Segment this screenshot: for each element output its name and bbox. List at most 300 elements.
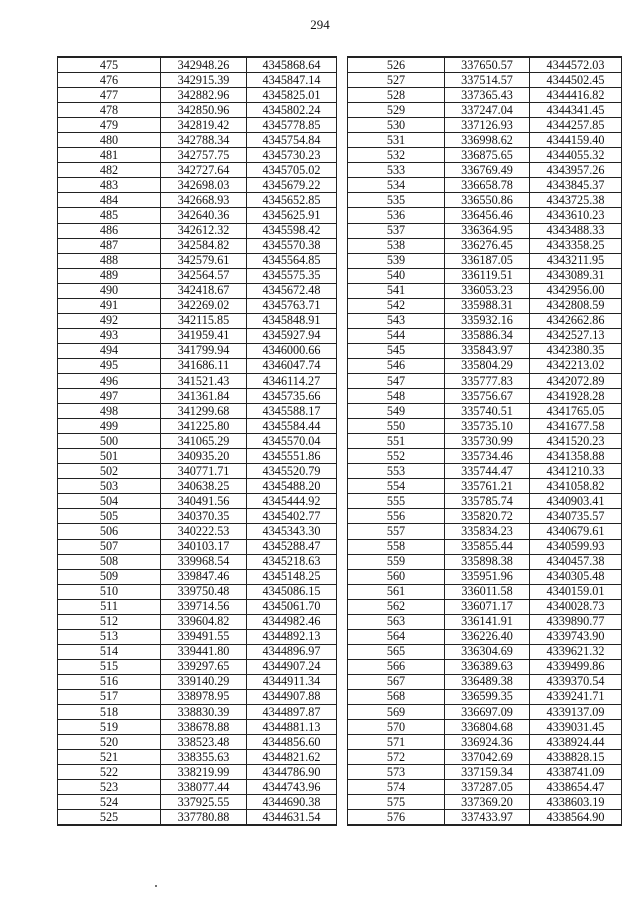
x-coordinate-cell: 342948.26 <box>161 57 247 73</box>
point-number-cell: 502 <box>58 464 161 479</box>
point-number-cell: 484 <box>58 193 161 208</box>
y-coordinate-cell: 4344982.46 <box>247 614 337 629</box>
point-number-cell: 480 <box>58 133 161 148</box>
x-coordinate-cell: 340935.20 <box>161 449 247 464</box>
y-coordinate-cell: 4345625.91 <box>247 208 337 223</box>
point-number-cell: 572 <box>348 750 445 765</box>
table-row <box>58 148 337 163</box>
y-coordinate-cell: 4345086.15 <box>247 584 337 599</box>
table-row <box>348 689 622 704</box>
table-row <box>58 313 337 328</box>
table-row <box>348 644 622 659</box>
x-coordinate-cell: 335951.96 <box>445 569 530 584</box>
x-coordinate-cell: 337369.20 <box>445 795 530 810</box>
table-row <box>348 118 622 133</box>
y-coordinate-cell: 4344907.88 <box>247 689 337 704</box>
point-number-cell: 523 <box>58 780 161 795</box>
y-coordinate-cell: 4344743.96 <box>247 780 337 795</box>
y-coordinate-cell: 4338603.19 <box>530 795 622 810</box>
y-coordinate-cell: 4339241.71 <box>530 689 622 704</box>
table-row <box>348 238 622 253</box>
table-row <box>58 404 337 419</box>
table-row <box>58 238 337 253</box>
table-row <box>348 509 622 524</box>
x-coordinate-cell: 338978.95 <box>161 689 247 704</box>
x-coordinate-cell: 341521.43 <box>161 373 247 388</box>
y-coordinate-cell: 4338654.47 <box>530 780 622 795</box>
x-coordinate-cell: 337514.57 <box>445 73 530 88</box>
point-number-cell: 536 <box>348 208 445 223</box>
point-number-cell: 496 <box>58 373 161 388</box>
table-row <box>58 208 337 223</box>
x-coordinate-cell: 340771.71 <box>161 464 247 479</box>
point-number-cell: 476 <box>58 73 161 88</box>
point-number-cell: 489 <box>58 268 161 283</box>
table-row <box>348 283 622 298</box>
table-row <box>348 73 622 88</box>
point-number-cell: 490 <box>58 283 161 298</box>
table-row <box>58 88 337 103</box>
x-coordinate-cell: 335886.34 <box>445 328 530 343</box>
table-row <box>348 193 622 208</box>
point-number-cell: 499 <box>58 419 161 434</box>
table-row <box>348 208 622 223</box>
table-row <box>348 133 622 148</box>
point-number-cell: 550 <box>348 419 445 434</box>
table-row <box>348 434 622 449</box>
table-row <box>348 765 622 780</box>
y-coordinate-cell: 4345288.47 <box>247 539 337 554</box>
point-number-cell: 560 <box>348 569 445 584</box>
table-row <box>58 178 337 193</box>
x-coordinate-cell: 340370.35 <box>161 509 247 524</box>
x-coordinate-cell: 340222.53 <box>161 524 247 539</box>
x-coordinate-cell: 336119.51 <box>445 268 530 283</box>
x-coordinate-cell: 337247.04 <box>445 103 530 118</box>
table-row <box>348 103 622 118</box>
y-coordinate-cell: 4339370.54 <box>530 674 622 689</box>
y-coordinate-cell: 4340457.38 <box>530 554 622 569</box>
table-row <box>348 494 622 509</box>
table-row <box>348 298 622 313</box>
point-number-cell: 507 <box>58 539 161 554</box>
point-number-cell: 506 <box>58 524 161 539</box>
y-coordinate-cell: 4340305.48 <box>530 569 622 584</box>
point-number-cell: 567 <box>348 674 445 689</box>
y-coordinate-cell: 4343845.37 <box>530 178 622 193</box>
point-number-cell: 524 <box>58 795 161 810</box>
x-coordinate-cell: 336769.49 <box>445 163 530 178</box>
x-coordinate-cell: 339441.80 <box>161 644 247 659</box>
table-row <box>348 223 622 238</box>
point-number-cell: 492 <box>58 313 161 328</box>
x-coordinate-cell: 336389.63 <box>445 659 530 674</box>
y-coordinate-cell: 4345343.30 <box>247 524 337 539</box>
x-coordinate-cell: 342579.61 <box>161 253 247 268</box>
table-row <box>348 358 622 373</box>
point-number-cell: 575 <box>348 795 445 810</box>
x-coordinate-cell: 342418.67 <box>161 283 247 298</box>
table-row <box>348 389 622 404</box>
table-row <box>58 750 337 765</box>
point-number-cell: 561 <box>348 584 445 599</box>
x-coordinate-cell: 337650.57 <box>445 57 530 73</box>
x-coordinate-cell: 342564.57 <box>161 268 247 283</box>
x-coordinate-cell: 335735.10 <box>445 419 530 434</box>
y-coordinate-cell: 4343488.33 <box>530 223 622 238</box>
x-coordinate-cell: 342668.93 <box>161 193 247 208</box>
point-number-cell: 508 <box>58 554 161 569</box>
point-number-cell: 540 <box>348 268 445 283</box>
point-number-cell: 520 <box>58 735 161 750</box>
table-row <box>348 795 622 810</box>
table-row <box>58 795 337 810</box>
point-number-cell: 477 <box>58 88 161 103</box>
table-row <box>348 328 622 343</box>
y-coordinate-cell: 4340735.57 <box>530 509 622 524</box>
y-coordinate-cell: 4344856.60 <box>247 735 337 750</box>
point-number-cell: 503 <box>58 479 161 494</box>
table-row <box>348 479 622 494</box>
table-row <box>58 524 337 539</box>
y-coordinate-cell: 4342808.59 <box>530 298 622 313</box>
table-row <box>348 268 622 283</box>
x-coordinate-cell: 337365.43 <box>445 88 530 103</box>
x-coordinate-cell: 340103.17 <box>161 539 247 554</box>
x-coordinate-cell: 342757.75 <box>161 148 247 163</box>
table-row <box>348 148 622 163</box>
y-coordinate-cell: 4345927.94 <box>247 328 337 343</box>
y-coordinate-cell: 4346047.74 <box>247 358 337 373</box>
point-number-cell: 574 <box>348 780 445 795</box>
x-coordinate-cell: 335843.97 <box>445 343 530 358</box>
page-number: 294 <box>310 17 330 32</box>
point-number-cell: 564 <box>348 629 445 644</box>
y-coordinate-cell: 4345551.86 <box>247 449 337 464</box>
y-coordinate-cell: 4345778.85 <box>247 118 337 133</box>
y-coordinate-cell: 4344416.82 <box>530 88 622 103</box>
x-coordinate-cell: 337042.69 <box>445 750 530 765</box>
point-number-cell: 542 <box>348 298 445 313</box>
x-coordinate-cell: 335761.21 <box>445 479 530 494</box>
table-row <box>58 389 337 404</box>
x-coordinate-cell: 340491.56 <box>161 494 247 509</box>
y-coordinate-cell: 4342072.89 <box>530 373 622 388</box>
y-coordinate-cell: 4343089.31 <box>530 268 622 283</box>
y-coordinate-cell: 4345735.66 <box>247 389 337 404</box>
table-row <box>348 629 622 644</box>
x-coordinate-cell: 339968.54 <box>161 554 247 569</box>
x-coordinate-cell: 335785.74 <box>445 494 530 509</box>
table-row <box>348 599 622 614</box>
x-coordinate-cell: 337925.55 <box>161 795 247 810</box>
table-row <box>58 268 337 283</box>
point-number-cell: 563 <box>348 614 445 629</box>
table-row <box>348 253 622 268</box>
y-coordinate-cell: 4345868.64 <box>247 57 337 73</box>
table-row <box>58 283 337 298</box>
y-coordinate-cell: 4339890.77 <box>530 614 622 629</box>
table-row <box>58 599 337 614</box>
point-number-cell: 553 <box>348 464 445 479</box>
table-row <box>58 253 337 268</box>
x-coordinate-cell: 336304.69 <box>445 644 530 659</box>
y-coordinate-cell: 4345564.85 <box>247 253 337 268</box>
x-coordinate-cell: 341686.11 <box>161 358 247 373</box>
point-number-cell: 481 <box>58 148 161 163</box>
x-coordinate-cell: 335744.47 <box>445 464 530 479</box>
point-number-cell: 518 <box>58 705 161 720</box>
x-coordinate-cell: 340638.25 <box>161 479 247 494</box>
table-row <box>348 705 622 720</box>
y-coordinate-cell: 4341928.28 <box>530 389 622 404</box>
x-coordinate-cell: 335834.23 <box>445 524 530 539</box>
y-coordinate-cell: 4345598.42 <box>247 223 337 238</box>
x-coordinate-cell: 336053.23 <box>445 283 530 298</box>
point-number-cell: 544 <box>348 328 445 343</box>
point-number-cell: 562 <box>348 599 445 614</box>
coordinates-table-left <box>57 56 337 826</box>
table-row <box>58 614 337 629</box>
table-row <box>58 103 337 118</box>
x-coordinate-cell: 338355.63 <box>161 750 247 765</box>
x-coordinate-cell: 338678.88 <box>161 720 247 735</box>
table-row <box>348 539 622 554</box>
y-coordinate-cell: 4342662.86 <box>530 313 622 328</box>
x-coordinate-cell: 336998.62 <box>445 133 530 148</box>
y-coordinate-cell: 4345730.23 <box>247 148 337 163</box>
point-number-cell: 537 <box>348 223 445 238</box>
x-coordinate-cell: 341065.29 <box>161 434 247 449</box>
table-row <box>348 584 622 599</box>
x-coordinate-cell: 335855.44 <box>445 539 530 554</box>
table-row <box>58 629 337 644</box>
x-coordinate-cell: 339714.56 <box>161 599 247 614</box>
x-coordinate-cell: 336804.68 <box>445 720 530 735</box>
y-coordinate-cell: 4345570.04 <box>247 434 337 449</box>
table-row <box>348 373 622 388</box>
x-coordinate-cell: 335777.83 <box>445 373 530 388</box>
point-number-cell: 516 <box>58 674 161 689</box>
y-coordinate-cell: 4344572.03 <box>530 57 622 73</box>
table-row <box>58 464 337 479</box>
y-coordinate-cell: 4344257.85 <box>530 118 622 133</box>
table-row <box>58 118 337 133</box>
x-coordinate-cell: 339140.29 <box>161 674 247 689</box>
point-number-cell: 514 <box>58 644 161 659</box>
point-number-cell: 565 <box>348 644 445 659</box>
table-row <box>348 449 622 464</box>
y-coordinate-cell: 4345148.25 <box>247 569 337 584</box>
point-number-cell: 535 <box>348 193 445 208</box>
point-number-cell: 547 <box>348 373 445 388</box>
x-coordinate-cell: 342819.42 <box>161 118 247 133</box>
table-row <box>348 57 622 73</box>
table-row <box>58 644 337 659</box>
point-number-cell: 526 <box>348 57 445 73</box>
point-number-cell: 497 <box>58 389 161 404</box>
point-number-cell: 541 <box>348 283 445 298</box>
y-coordinate-cell: 4344896.97 <box>247 644 337 659</box>
x-coordinate-cell: 342915.39 <box>161 73 247 88</box>
y-coordinate-cell: 4339621.32 <box>530 644 622 659</box>
x-coordinate-cell: 335988.31 <box>445 298 530 313</box>
y-coordinate-cell: 4345218.63 <box>247 554 337 569</box>
y-coordinate-cell: 4339743.90 <box>530 629 622 644</box>
x-coordinate-cell: 336364.95 <box>445 223 530 238</box>
point-number-cell: 485 <box>58 208 161 223</box>
point-number-cell: 570 <box>348 720 445 735</box>
y-coordinate-cell: 4344159.40 <box>530 133 622 148</box>
point-number-cell: 525 <box>58 810 161 826</box>
x-coordinate-cell: 335932.16 <box>445 313 530 328</box>
y-coordinate-cell: 4345847.14 <box>247 73 337 88</box>
x-coordinate-cell: 336276.45 <box>445 238 530 253</box>
x-coordinate-cell: 335804.29 <box>445 358 530 373</box>
y-coordinate-cell: 4345584.44 <box>247 419 337 434</box>
y-coordinate-cell: 4340903.41 <box>530 494 622 509</box>
table-row <box>348 88 622 103</box>
point-number-cell: 543 <box>348 313 445 328</box>
point-number-cell: 513 <box>58 629 161 644</box>
x-coordinate-cell: 336187.05 <box>445 253 530 268</box>
table-row <box>58 343 337 358</box>
point-number-cell: 487 <box>58 238 161 253</box>
x-coordinate-cell: 339604.82 <box>161 614 247 629</box>
x-coordinate-cell: 335820.72 <box>445 509 530 524</box>
table-row <box>348 554 622 569</box>
y-coordinate-cell: 4345588.17 <box>247 404 337 419</box>
table-row <box>58 659 337 674</box>
table-row <box>58 494 337 509</box>
y-coordinate-cell: 4343725.38 <box>530 193 622 208</box>
point-number-cell: 488 <box>58 253 161 268</box>
point-number-cell: 491 <box>58 298 161 313</box>
point-number-cell: 546 <box>348 358 445 373</box>
point-number-cell: 521 <box>58 750 161 765</box>
point-number-cell: 559 <box>348 554 445 569</box>
table-row <box>58 223 337 238</box>
point-number-cell: 533 <box>348 163 445 178</box>
point-number-cell: 557 <box>348 524 445 539</box>
point-number-cell: 527 <box>348 73 445 88</box>
table-row <box>58 358 337 373</box>
point-number-cell: 556 <box>348 509 445 524</box>
y-coordinate-cell: 4345848.91 <box>247 313 337 328</box>
x-coordinate-cell: 341799.94 <box>161 343 247 358</box>
table-row <box>58 720 337 735</box>
y-coordinate-cell: 4343211.95 <box>530 253 622 268</box>
y-coordinate-cell: 4344690.38 <box>247 795 337 810</box>
x-coordinate-cell: 342640.36 <box>161 208 247 223</box>
coordinates-table-right <box>347 56 622 826</box>
y-coordinate-cell: 4345672.48 <box>247 283 337 298</box>
point-number-cell: 549 <box>348 404 445 419</box>
x-coordinate-cell: 335730.99 <box>445 434 530 449</box>
table-row <box>348 343 622 358</box>
point-number-cell: 566 <box>348 659 445 674</box>
point-number-cell: 522 <box>58 765 161 780</box>
y-coordinate-cell: 4345754.84 <box>247 133 337 148</box>
y-coordinate-cell: 4344055.32 <box>530 148 622 163</box>
x-coordinate-cell: 342850.96 <box>161 103 247 118</box>
table-row <box>348 614 622 629</box>
scan-speck <box>155 885 157 887</box>
y-coordinate-cell: 4338741.09 <box>530 765 622 780</box>
point-number-cell: 512 <box>58 614 161 629</box>
y-coordinate-cell: 4345488.20 <box>247 479 337 494</box>
x-coordinate-cell: 337780.88 <box>161 810 247 826</box>
point-number-cell: 482 <box>58 163 161 178</box>
point-number-cell: 531 <box>348 133 445 148</box>
x-coordinate-cell: 338523.48 <box>161 735 247 750</box>
x-coordinate-cell: 336697.09 <box>445 705 530 720</box>
point-number-cell: 504 <box>58 494 161 509</box>
y-coordinate-cell: 4342213.02 <box>530 358 622 373</box>
x-coordinate-cell: 335898.38 <box>445 554 530 569</box>
y-coordinate-cell: 4345763.71 <box>247 298 337 313</box>
point-number-cell: 493 <box>58 328 161 343</box>
table-row <box>348 163 622 178</box>
x-coordinate-cell: 342269.02 <box>161 298 247 313</box>
point-number-cell: 554 <box>348 479 445 494</box>
x-coordinate-cell: 336456.46 <box>445 208 530 223</box>
y-coordinate-cell: 4338564.90 <box>530 810 622 826</box>
table-row <box>58 674 337 689</box>
y-coordinate-cell: 4339499.86 <box>530 659 622 674</box>
table-row <box>58 57 337 73</box>
y-coordinate-cell: 4341210.33 <box>530 464 622 479</box>
point-number-cell: 475 <box>58 57 161 73</box>
y-coordinate-cell: 4345061.70 <box>247 599 337 614</box>
point-number-cell: 478 <box>58 103 161 118</box>
y-coordinate-cell: 4345825.01 <box>247 88 337 103</box>
y-coordinate-cell: 4340028.73 <box>530 599 622 614</box>
table-row <box>58 584 337 599</box>
x-coordinate-cell: 342788.34 <box>161 133 247 148</box>
y-coordinate-cell: 4344881.13 <box>247 720 337 735</box>
point-number-cell: 569 <box>348 705 445 720</box>
table-row <box>58 298 337 313</box>
table-row <box>348 524 622 539</box>
point-number-cell: 486 <box>58 223 161 238</box>
x-coordinate-cell: 335740.51 <box>445 404 530 419</box>
point-number-cell: 483 <box>58 178 161 193</box>
y-coordinate-cell: 4338924.44 <box>530 735 622 750</box>
x-coordinate-cell: 338077.44 <box>161 780 247 795</box>
point-number-cell: 501 <box>58 449 161 464</box>
x-coordinate-cell: 342882.96 <box>161 88 247 103</box>
x-coordinate-cell: 335756.67 <box>445 389 530 404</box>
table-row <box>348 659 622 674</box>
y-coordinate-cell: 4345652.85 <box>247 193 337 208</box>
table-row <box>58 810 337 826</box>
y-coordinate-cell: 4346114.27 <box>247 373 337 388</box>
point-number-cell: 551 <box>348 434 445 449</box>
table-row <box>348 750 622 765</box>
table-row <box>58 765 337 780</box>
table-row <box>58 434 337 449</box>
y-coordinate-cell: 4344341.45 <box>530 103 622 118</box>
x-coordinate-cell: 338219.99 <box>161 765 247 780</box>
y-coordinate-cell: 4339137.09 <box>530 705 622 720</box>
table-row <box>58 193 337 208</box>
table-row <box>58 705 337 720</box>
point-number-cell: 555 <box>348 494 445 509</box>
y-coordinate-cell: 4341677.58 <box>530 419 622 434</box>
y-coordinate-cell: 4345575.35 <box>247 268 337 283</box>
y-coordinate-cell: 4346000.66 <box>247 343 337 358</box>
